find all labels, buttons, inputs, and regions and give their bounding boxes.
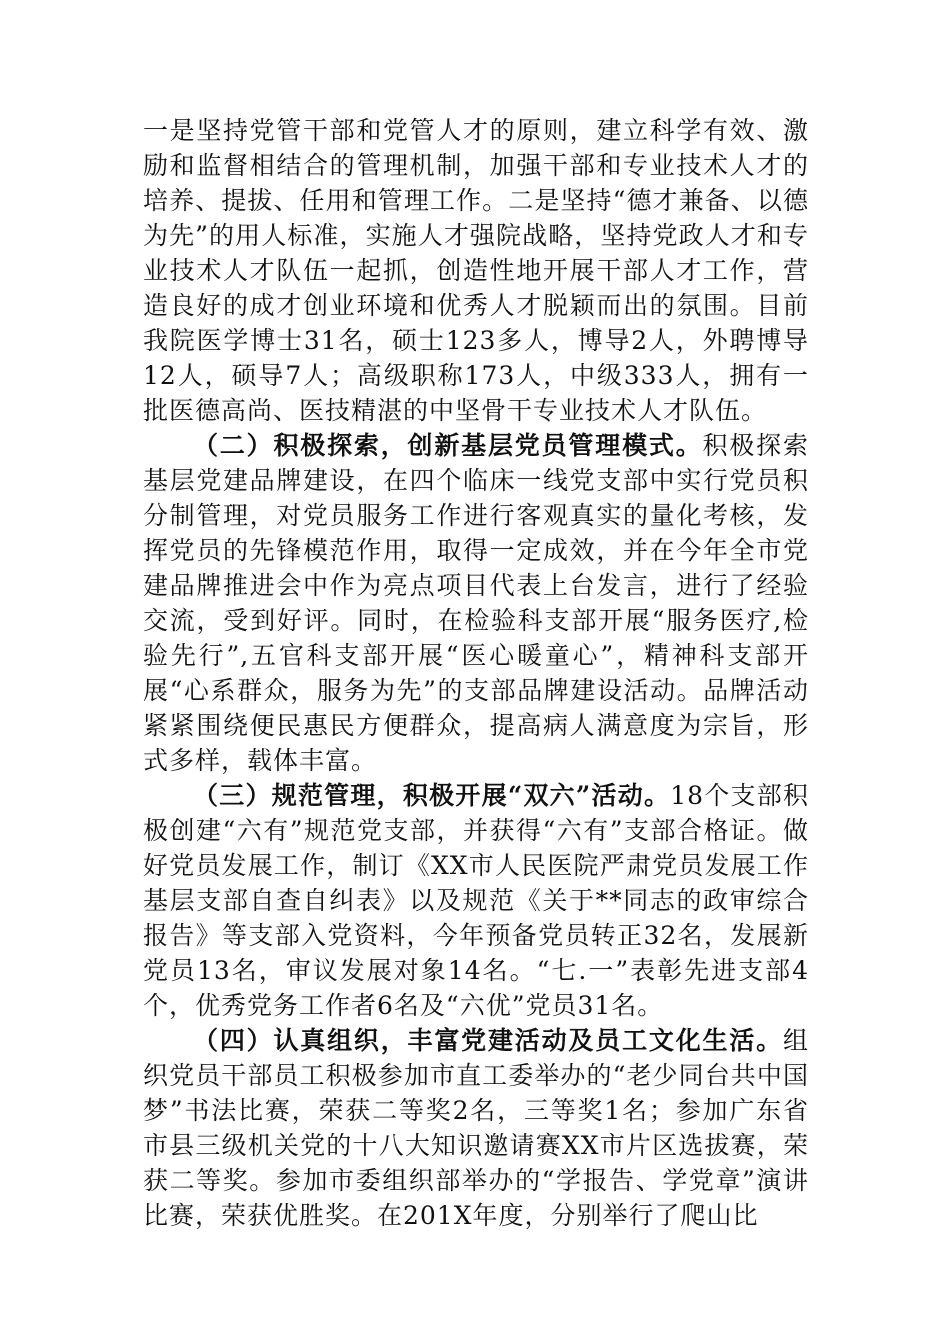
section-heading-2: （二）积极探索，创新基层党员管理模式。 xyxy=(193,431,703,460)
paragraph-shuangliu-activity xyxy=(143,778,809,1023)
section-heading-3: （三）规范管理，积极开展“双六”活动。 xyxy=(193,781,671,810)
paragraph-talent-work xyxy=(143,113,809,428)
paragraph-text: 组织党员干部员工积极参加市直工委举办的“老少同台共中国梦”书法比赛，荣获二等奖2名，三等奖1名；参加广东省市县三级机关党的十八大知识邀请赛XX市片区选拔赛，荣获二等奖。参加市委组织部举办的“学报告、学党章”演讲比赛，荣获优胜奖。在201X年度，分别举行了爬山比 xyxy=(143,1026,809,1230)
section-heading-4: （四）认真组织，丰富党建活动及员工文化生活。 xyxy=(193,1026,783,1055)
paragraph-cultural-activities xyxy=(143,1023,809,1233)
paragraph-party-member-management xyxy=(143,428,809,778)
document-page xyxy=(143,113,809,1233)
paragraph-text: 一是坚持党管干部和党管人才的原则，建立科学有效、激励和监督相结合的管理机制，加强干部和专业技术人才的培养、提拔、任用和管理工作。二是坚持“德才兼备、以德为先”的用人标准，实施人才强院战略，坚持党政人才和专业技术人才队伍一起抓，创造性地开展干部人才工作，营造良好的成才创业环境和优秀人才脱颖而出的氛围。目前我院医学博士31名，硕士123多人，博导2人，外聘博导12人，硕导7人；高级职称173人，中级333人，拥有一批医德高尚、医技精湛的中坚骨干专业技术人才队伍。 xyxy=(143,116,809,425)
paragraph-text: 积极探索基层党建品牌建设，在四个临床一线党支部中实行党员积分制管理，对党员服务工作进行客观真实的量化考核，发挥党员的先锋模范作用，取得一定成效，并在今年全市党建品牌推进会中作为亮点项目代表上台发言，进行了经验交流，受到好评。同时，在检验科支部开展“服务医疗,检验先行”,五官科支部开展“医心暖童心”，精神科支部开展“心系群众，服务为先”的支部品牌建设活动。品牌活动紧紧围绕便民惠民方便群众，提高病人满意度为宗旨，形式多样，载体丰富。 xyxy=(143,431,809,775)
paragraph-text: 18个支部积极创建“六有”规范党支部，并获得“六有”支部合格证。做好党员发展工作，制订《XX市人民医院严肃党员发展工作基层支部自查自纠表》以及规范《关于**同志的政审综合报告》等支部入党资料，今年预备党员转正32名，发展新党员13名，审议发展对象14名。“七.一”表彰先进支部4个，优秀党务工作者6名及“六优”党员31名。 xyxy=(143,781,810,1020)
